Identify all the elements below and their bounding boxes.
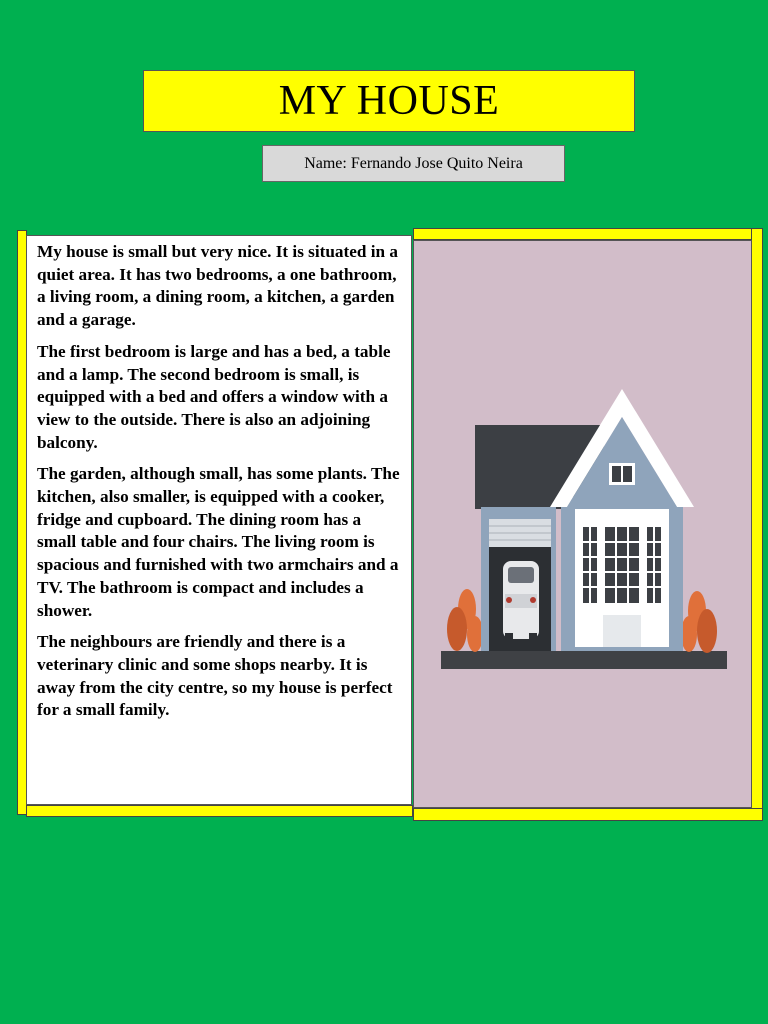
paragraph-neighbourhood: The neighbours are friendly and there is a veterinary clinic and some shops nearby. It is away from the city centre, so my house is perfect for a small family. (37, 632, 393, 720)
paragraph-bedrooms: The first bedroom is large and has a bed, a table and a lamp. The second bedroom is small, is equipped with a bed and offers a window with a view to the outside. There is also an adjoining balcony. (37, 341, 391, 452)
bush-right-icon (681, 591, 717, 653)
author-name-box (262, 145, 565, 182)
page-title: MY HOUSE (278, 78, 500, 124)
paragraph-intro: My house is small but very nice. It is situated in a quiet area. It has two bedrooms, a one bathroom, a living room, a dining room, a kitchen, a garden and a garage. (37, 242, 398, 330)
description-text-panel (26, 235, 412, 805)
car-icon (503, 561, 539, 643)
author-name: Name: Fernando Jose Quito Neira (304, 154, 523, 172)
frame-image-right-bar (751, 228, 763, 820)
frame-text-bottom-bar (26, 805, 413, 817)
title-banner (143, 70, 635, 132)
house-image-panel (413, 240, 752, 808)
paragraph-rooms: The garden, although small, has some plants. The kitchen, also smaller, is equipped with a cooker, fridge and cupboard. The dining room has a small table and four chairs. The living room is spacious and furnished with two armchairs and a TV. The bathroom is compact and includes a shower. (37, 464, 400, 620)
frame-image-top-bar (413, 228, 763, 240)
frame-image-bottom-bar (413, 808, 763, 821)
house-illustration (439, 389, 729, 674)
bush-left-icon (447, 589, 483, 652)
